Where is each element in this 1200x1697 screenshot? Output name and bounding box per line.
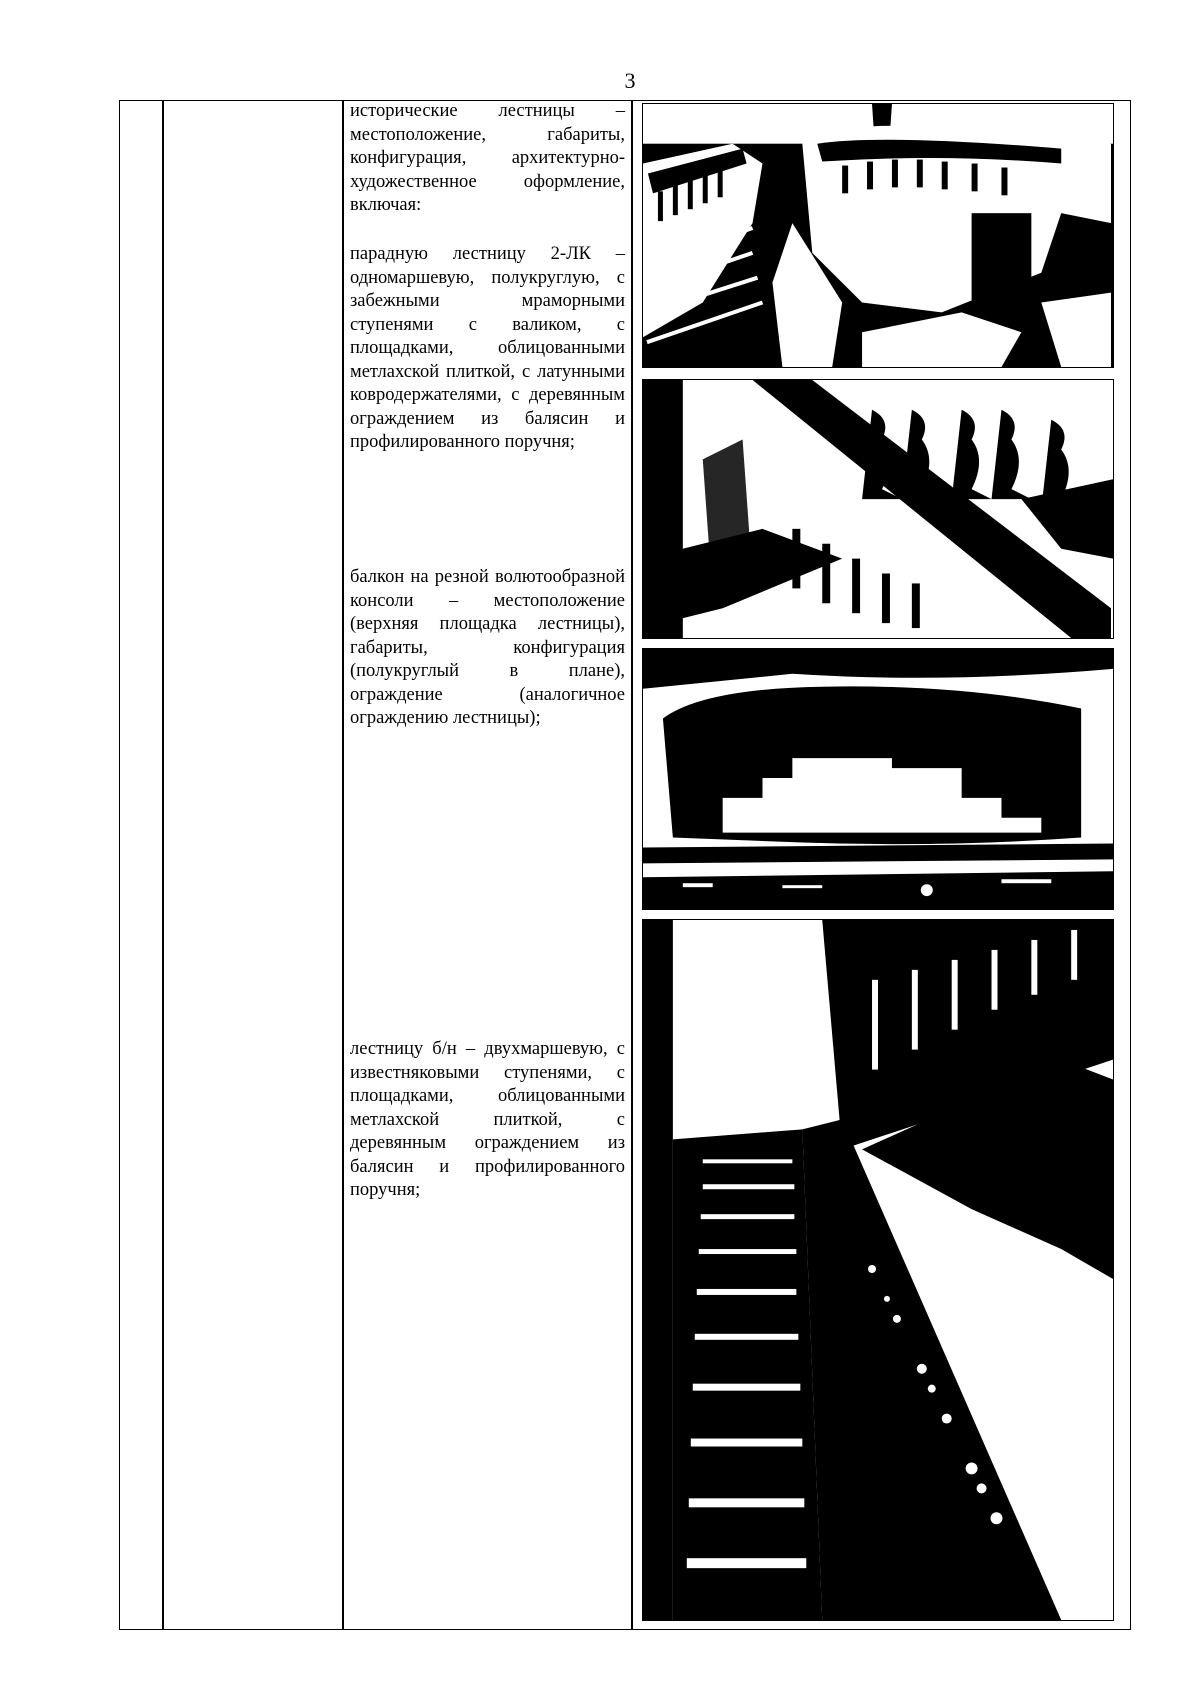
balusters-photo-image bbox=[643, 380, 1113, 638]
intro-paragraph: исторические лестницы – местоположение, габариты, конфигурация, архитектурно-художественное оформление, включая: bbox=[350, 101, 625, 215]
staircase-photo-image bbox=[643, 104, 1113, 367]
list-item-secondary-staircase: лестницу б/н – двухмаршевую, с известняковыми ступенями, с площадками, облицованными метлахской плиткой, с деревянным ограждением из балясин и профилированного поручня; bbox=[350, 1039, 625, 1200]
column-divider bbox=[631, 101, 633, 1629]
column-divider bbox=[162, 101, 164, 1629]
photo-staircase-main bbox=[642, 103, 1114, 368]
list-item-main-staircase: парадную лестницу 2-ЛК – одномаршевую, полукруглую, с забежными мраморными ступенями с валиком, с площадками, облицованными метлахской плиткой, с латунными ковродержателями, с деревянным ограждением из балясин и профилированного поручня; bbox=[350, 244, 625, 452]
staircase-photo-image bbox=[643, 920, 1113, 1620]
photo-balusters bbox=[642, 379, 1114, 639]
list-item-balcony: балкон на резной волютообразной консоли – местоположение (верхняя площадка лестницы), габариты, конфигурация (полукруглый в плане), ограждение (аналогичное ограждению лестницы); bbox=[350, 567, 625, 728]
balcony-photo-image bbox=[643, 649, 1113, 909]
column-divider bbox=[342, 101, 344, 1629]
page-number: 3 bbox=[624, 68, 636, 93]
document-table bbox=[119, 100, 1131, 1630]
photo-staircase-two-flight bbox=[642, 919, 1114, 1621]
photo-balcony bbox=[642, 648, 1114, 910]
